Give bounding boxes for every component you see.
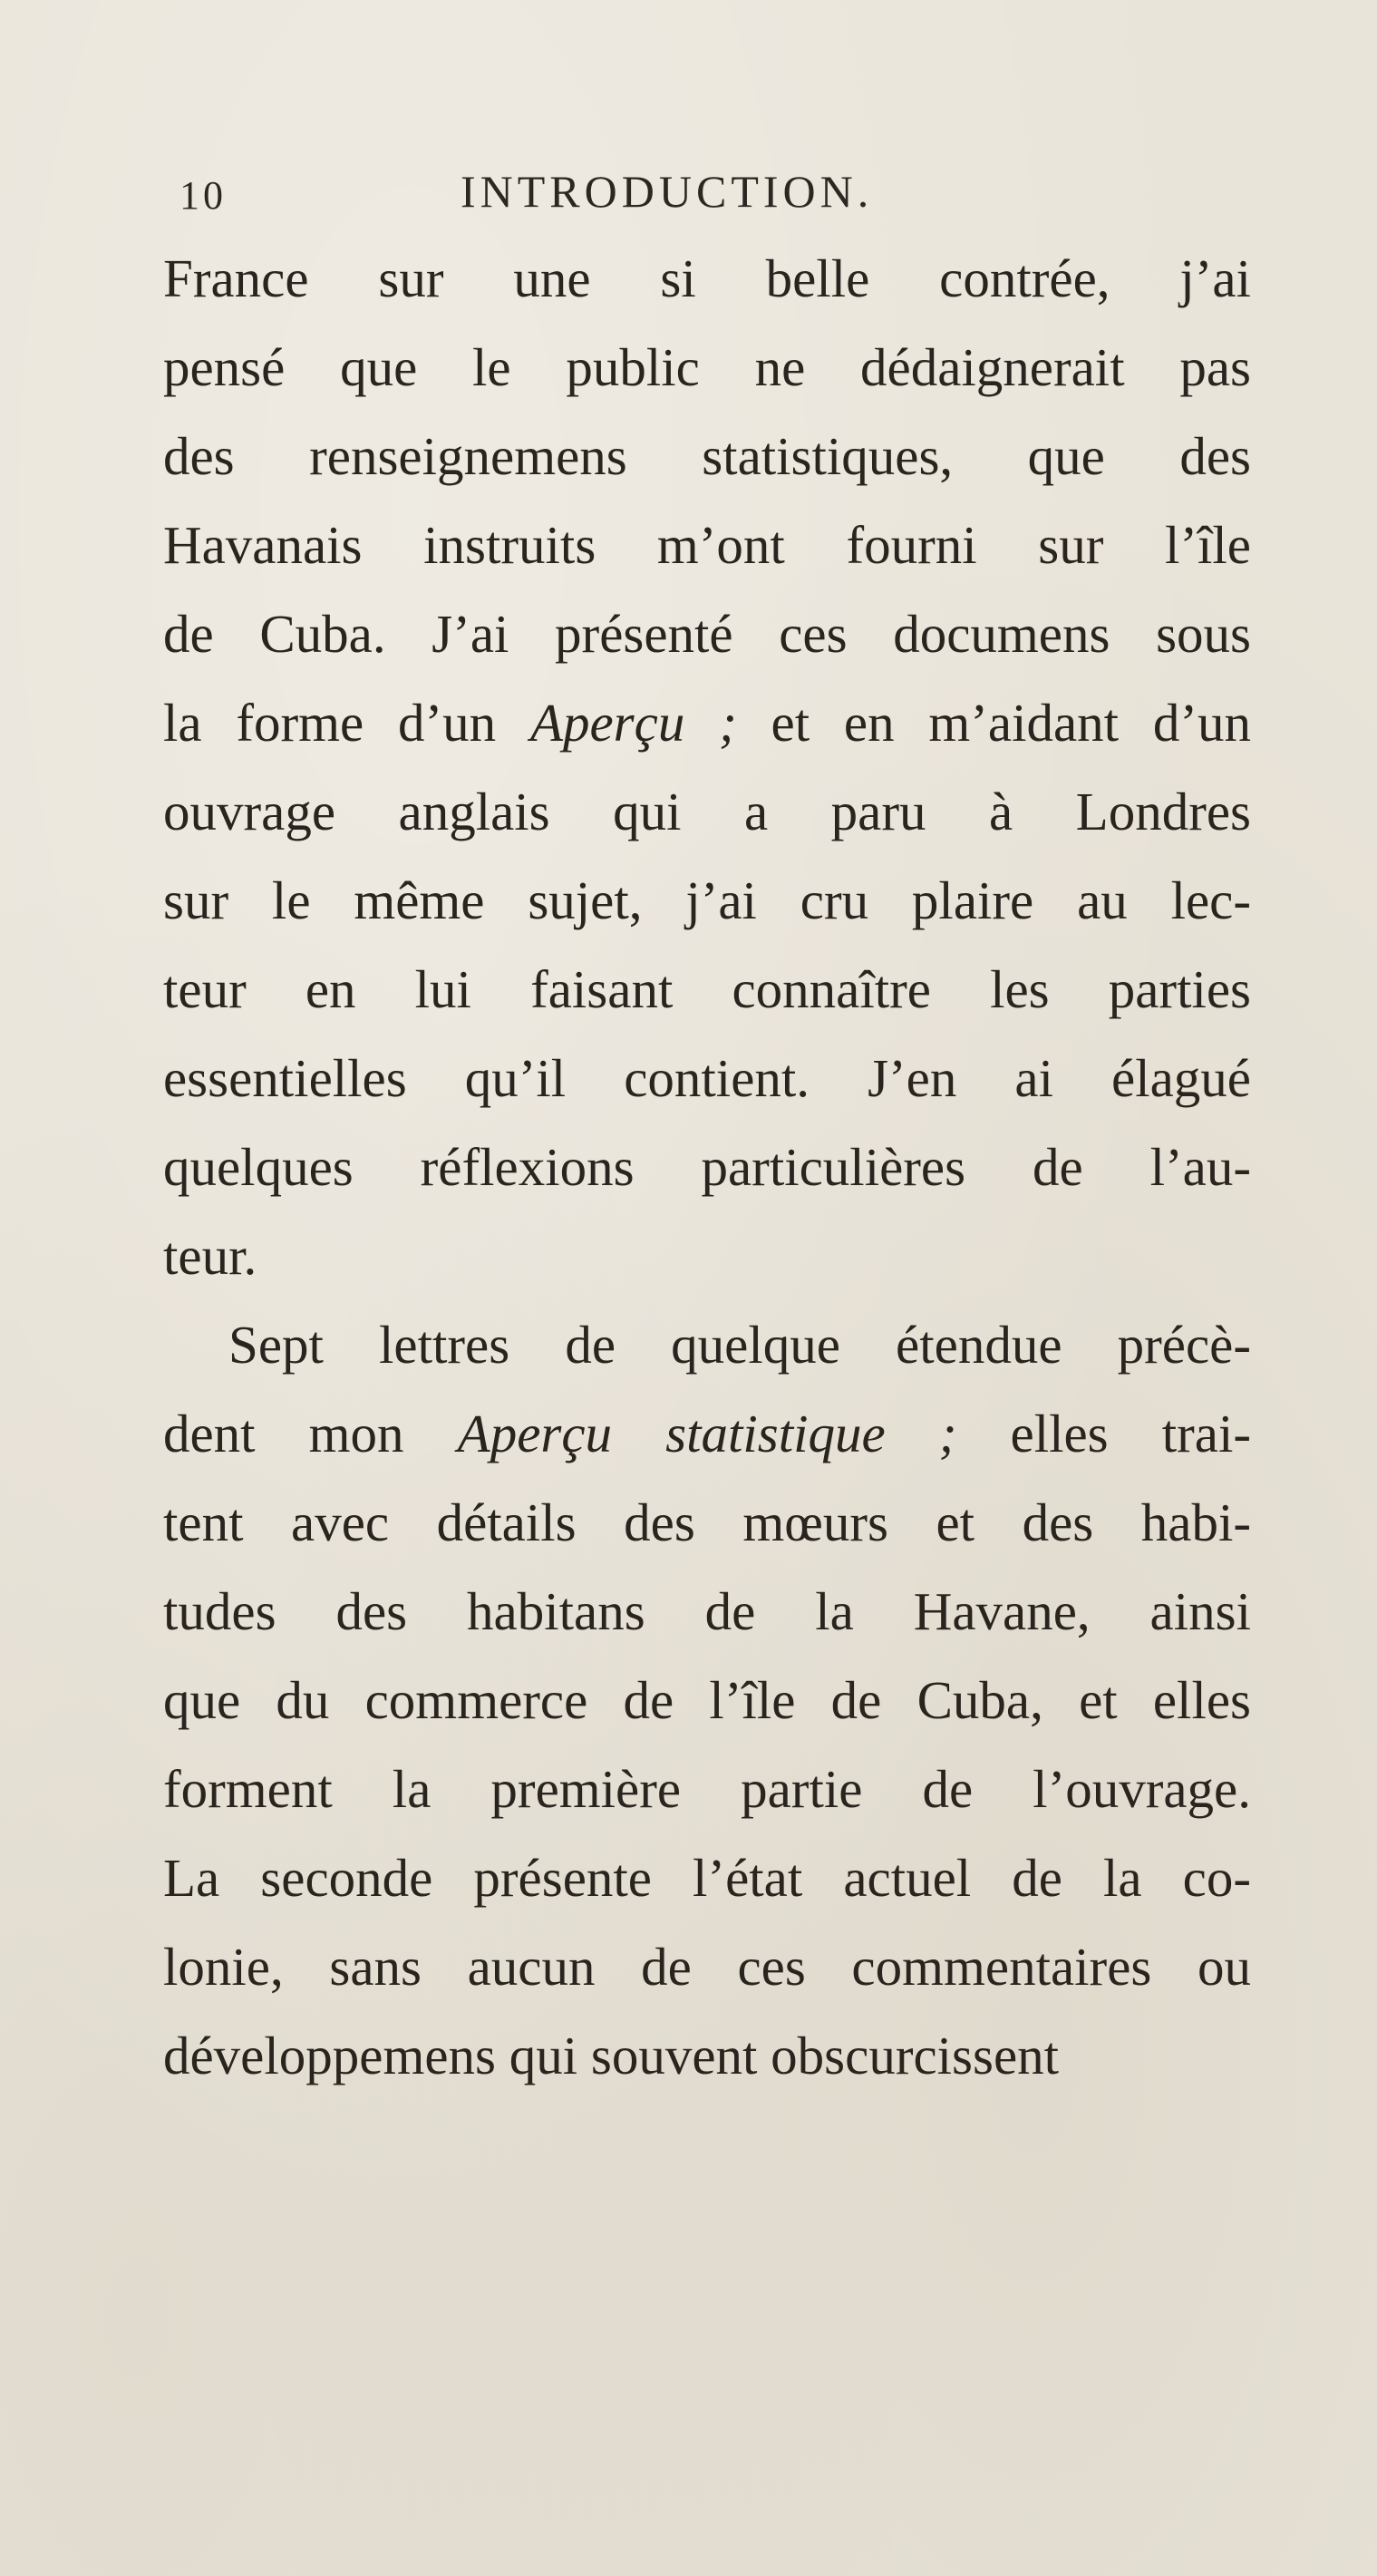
text-line — [163, 589, 1251, 678]
italic-text: Aperçu statistique ; — [457, 1404, 957, 1463]
running-head — [161, 165, 1258, 228]
text-line — [163, 501, 1251, 589]
text-line — [163, 1656, 1251, 1745]
page-number: 10 — [179, 173, 227, 218]
text-line — [163, 1300, 1251, 1389]
text-segment: Havanais instruits m’ont fourni sur l’île — [163, 515, 1251, 575]
text-line — [163, 1922, 1251, 2011]
text-segment: que du commerce de l’île de Cuba, et elles — [163, 1670, 1251, 1730]
text-line — [163, 1833, 1251, 1922]
text-line — [163, 1389, 1251, 1478]
text-line — [163, 2011, 1251, 2100]
text-segment: de Cuba. J’ai présenté ces documens sous — [163, 604, 1251, 664]
running-title: INTRODUCTION. — [461, 166, 874, 217]
text-line — [163, 945, 1251, 1034]
text-segment: forment la première partie de l’ouvrage. — [163, 1759, 1251, 1819]
text-segment: teur en lui faisant connaître les parties — [163, 959, 1251, 1019]
text-line — [163, 1211, 1251, 1300]
text-segment: et en m’aidant d’un — [736, 693, 1251, 753]
text-line — [163, 1478, 1251, 1567]
body-text — [163, 234, 1251, 2100]
text-line — [163, 323, 1251, 412]
text-segment: des renseignemens statistiques, que des — [163, 426, 1251, 486]
text-segment: pensé que le public ne dédaignerait pas — [163, 337, 1251, 397]
text-segment: tudes des habitans de la Havane, ainsi — [163, 1581, 1251, 1641]
text-segment: France sur une si belle contrée, j’ai — [163, 248, 1251, 308]
italic-text: Aperçu ; — [529, 693, 737, 753]
text-line — [163, 234, 1251, 323]
text-line — [163, 1034, 1251, 1123]
text-segment: lonie, sans aucun de ces commentaires ou — [163, 1937, 1251, 1997]
text-segment: développemens qui souvent obscurcissent — [163, 2026, 1060, 2085]
text-line — [163, 412, 1251, 501]
text-segment: elles trai- — [956, 1404, 1251, 1463]
text-line — [163, 856, 1251, 945]
text-segment: Sept lettres de quelque étendue précè- — [228, 1315, 1251, 1375]
text-segment: teur. — [163, 1226, 257, 1286]
text-segment: la forme d’un — [163, 693, 530, 753]
text-segment: ouvrage anglais qui a paru à Londres — [163, 782, 1251, 841]
text-segment: sur le même sujet, j’ai cru plaire au lec- — [163, 870, 1251, 930]
text-line — [163, 678, 1251, 767]
text-segment: dent mon — [163, 1404, 458, 1463]
text-segment: essentielles qu’il contient. J’en ai élagué — [163, 1048, 1251, 1108]
text-segment: quelques réflexions particulières de l’au- — [163, 1137, 1251, 1197]
text-segment: La seconde présente l’état actuel de la co- — [163, 1848, 1251, 1908]
text-line — [163, 767, 1251, 856]
text-line — [163, 1745, 1251, 1833]
text-line — [163, 1123, 1251, 1211]
text-line — [163, 1567, 1251, 1656]
text-segment: tent avec détails des mœurs et des habi- — [163, 1492, 1251, 1552]
